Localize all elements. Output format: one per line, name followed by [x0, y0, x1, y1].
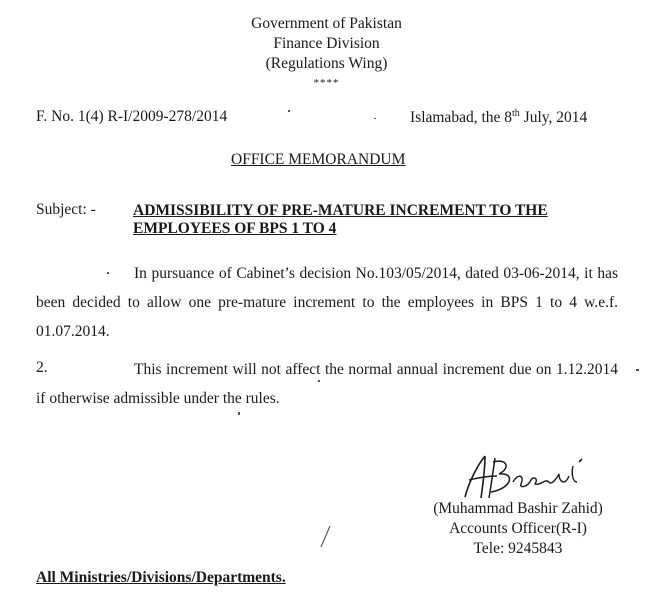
paragraph-2-text: This increment will not affect the normal annual increment due on 1.12.2014 if otherwise admissible under the rules. [36, 361, 618, 407]
header-stars: **** [313, 77, 340, 89]
scan-speck [636, 369, 639, 371]
memo-date: Islamabad, the 8th July, 2014 [410, 108, 588, 127]
signatory-name: (Muhammad Bashir Zahid) [433, 500, 603, 517]
subject-label: Subject: - [36, 201, 96, 218]
signature-image [455, 452, 595, 504]
scan-speck [318, 380, 320, 382]
header-wing: (Regulations Wing) [265, 55, 388, 72]
paragraph-1: In pursuance of Cabinet’s decision No.103/05/2014, dated 03-06-2014, it has been decided to allow one pre-mature increment to the employees in BPS 1 to 4 w.e.f. 01.07.2014. [36, 265, 618, 340]
signature-stroke [579, 459, 582, 462]
paragraph-2-number: 2. [36, 359, 48, 376]
signatory-tele: Tele: 9245843 [473, 540, 563, 557]
scan-speck [288, 110, 290, 112]
memo-title: OFFICE MEMORANDUM [231, 151, 406, 168]
scan-speck [107, 272, 109, 274]
signatory-designation: Accounts Officer(R-I) [449, 520, 587, 537]
addressee: All Ministries/Divisions/Departments. [36, 569, 286, 586]
header-government: Government of Pakistan [251, 15, 402, 32]
scan-speck [238, 412, 240, 415]
scan-speck [374, 118, 376, 119]
file-number: F. No. 1(4) R-I/2009-278/2014 [36, 108, 228, 125]
signature-stroke [513, 466, 577, 487]
pen-mark [318, 524, 332, 550]
signature-stroke [489, 458, 509, 498]
subject-line-2: EMPLOYEES OF BPS 1 TO 4 [133, 220, 337, 237]
header-division: Finance Division [273, 35, 380, 52]
subject-line-1: ADMISSIBILITY OF PRE-MATURE INCREMENT TO THE [133, 202, 548, 219]
